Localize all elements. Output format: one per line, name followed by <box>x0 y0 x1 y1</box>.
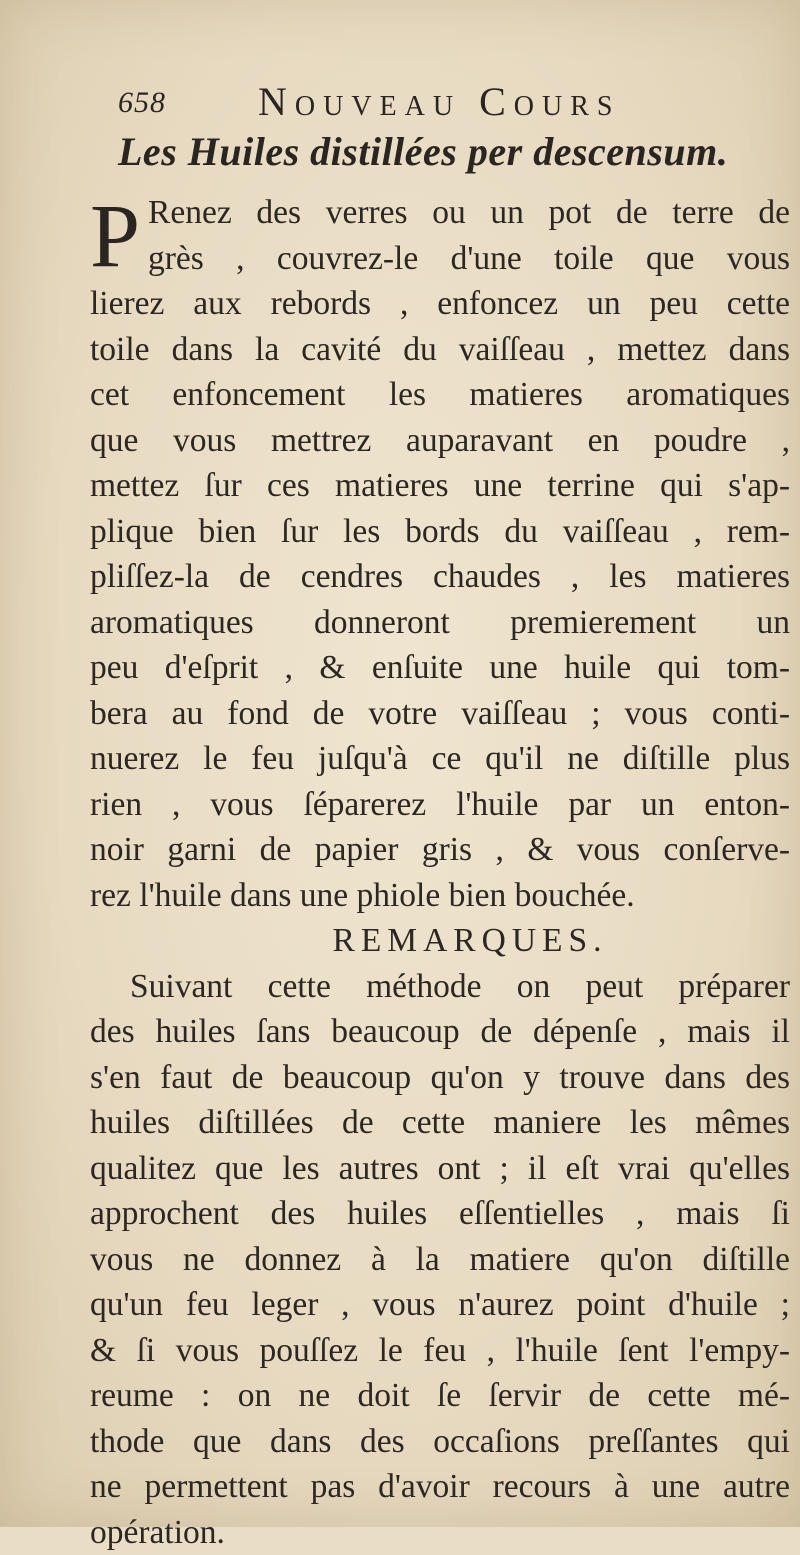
running-head: Nouveau Cours <box>258 78 620 125</box>
text-line: reume : on ne doit ſe ſervir de cette mé- <box>90 1373 790 1419</box>
remarques-heading: REMARQUES. <box>90 918 790 964</box>
text-line: rien , vous ſéparerez l'huile par un enton- <box>90 782 790 828</box>
text-line: cet enfoncement les matieres aromatiques <box>90 372 790 418</box>
text-line: aromatiques donneront premierement un <box>90 600 790 646</box>
section-title: Les Huiles distillées per descensum. <box>118 128 738 175</box>
text-line: nuerez le feu juſqu'à ce qu'il ne diſtille plus <box>90 736 790 782</box>
text-line: des huiles ſans beaucoup de dépenſe , mais il <box>90 1009 790 1055</box>
drop-cap: P <box>90 196 140 278</box>
text-line: qualitez que les autres ont ; il eſt vrai qu'elles <box>90 1146 790 1192</box>
text-line: bera au fond de votre vaiſſeau ; vous conti- <box>90 691 790 737</box>
text-line: plique bien ſur les bords du vaiſſeau , rem- <box>90 509 790 555</box>
paragraph-1 <box>90 190 790 918</box>
text-line: ne permettent pas d'avoir recours à une autre <box>90 1464 790 1510</box>
text-line: qu'un feu leger , vous n'aurez point d'huile ; <box>90 1282 790 1328</box>
page-number: 658 <box>118 86 166 120</box>
text-line: grès , couvrez-le d'une toile que vous <box>90 236 790 282</box>
text-line: thode que dans des occaſions preſſantes qui <box>90 1419 790 1465</box>
text-line: Suivant cette méthode on peut préparer <box>90 964 790 1010</box>
paragraph-2 <box>90 964 790 1555</box>
text-line: que vous mettrez auparavant en poudre , <box>90 418 790 464</box>
text-line: toile dans la cavité du vaiſſeau , mettez dans <box>90 327 790 373</box>
text-line: lierez aux rebords , enfoncez un peu cette <box>90 281 790 327</box>
text-line: rez l'huile dans une phiole bien bouchée. <box>90 873 790 919</box>
text-line: peu d'eſprit , & enſuite une huile qui tom- <box>90 645 790 691</box>
body-text <box>90 190 790 1555</box>
text-line: opération. <box>90 1510 790 1555</box>
text-line: huiles diſtillées de cette maniere les mêmes <box>90 1100 790 1146</box>
text-line: Renez des verres ou un pot de terre de <box>90 190 790 236</box>
page-header <box>118 74 718 124</box>
text-line: mettez ſur ces matieres une terrine qui s'ap- <box>90 463 790 509</box>
text-line: pliſſez-la de cendres chaudes , les matieres <box>90 554 790 600</box>
text-line: & ſi vous pouſſez le feu , l'huile ſent l'empy- <box>90 1328 790 1374</box>
text-line: noir garni de papier gris , & vous conſerve- <box>90 827 790 873</box>
text-line: s'en faut de beaucoup qu'on y trouve dans des <box>90 1055 790 1101</box>
text-line: vous ne donnez à la matiere qu'on diſtille <box>90 1237 790 1283</box>
text-line: approchent des huiles eſſentielles , mais ſi <box>90 1191 790 1237</box>
